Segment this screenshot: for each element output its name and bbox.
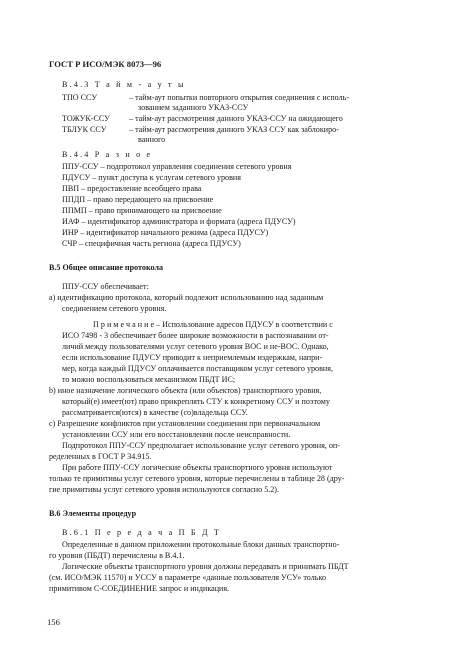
misc-item: ПДУСУ – пункт доступа к услугам сетевого уровня <box>62 173 241 182</box>
term-tozhuk-ssu-def: – тайм-аут рассмотрения данного УКАЗ-ССУ на ожидающего <box>129 114 343 123</box>
term-tpo-ssu-def: – тайм-аут попытки повторного открытия соединения с исполь- <box>129 93 350 102</box>
section-b5-title: B.5 Общее описание протокола <box>49 263 164 272</box>
misc-item: ППДП – право передающего на присвоение <box>62 195 214 204</box>
note-line: мер, когда каждый ПДУСУ оплачивается поставщиком услуг сетевого уровня, <box>62 364 334 373</box>
section-b43-title: B.4.3 Т а й м - а у т ы <box>62 80 186 89</box>
misc-item: ППУ-ССУ – подпротокол управления соединения сетевого уровня <box>62 162 292 171</box>
note-line: то можно воспользоваться механизмом ПБДТ ИС; <box>62 375 236 384</box>
body-line: рассматривается(ются) в качестве (со)владельца ССУ. <box>62 408 248 417</box>
body-line: b) иное назначение логического объекта (или объектов) транспортного уровня, <box>49 386 322 395</box>
term-tpo-ssu: ТПО ССУ <box>62 93 98 102</box>
body-line: Подпротокол ППУ-ССУ предполагает использование услуг сетевого уровня, оп- <box>62 441 340 450</box>
body-line: (см. ИСО/МЭК 11570) и УССУ в параметре «данные пользователя УСУ» только <box>49 573 327 582</box>
body-line: соединением сетевого уровня. <box>62 304 167 313</box>
term-tpo-ssu-def-cont: зованием заданного УКАЗ-ССУ <box>138 103 249 112</box>
note-line: личий между пользователями услуг сетевого уровня ВОС и не-ВОС. Однако, <box>62 342 329 351</box>
misc-item: СЧР – специфичная часть региона (адреса ПДУСУ) <box>62 239 241 248</box>
note-line: П р и м е ч а н и е – Использование адресов ПДУСУ в соответствии с <box>93 320 333 329</box>
body-line: Определенные в данном приложении протокольные блоки данных транспортно- <box>62 540 340 549</box>
misc-item: ИНР – идентификатор начального режима (адреса ПДУСУ) <box>62 228 269 237</box>
body-line: гие примитивы услуг сетевого уровня используются согласно 5.2). <box>49 485 280 494</box>
term-tbluk-ssu: ТБЛУК ССУ <box>62 125 107 134</box>
body-line: который(е) имеет(ют) право прикреплять СТУ к конкретному ССУ и поэтому <box>62 397 330 406</box>
note-line: ИСО 7498 - 3 обеспечивает более широкие возможности в распознавании от- <box>62 331 329 340</box>
term-tozhuk-ssu: ТОЖУК-ССУ <box>62 114 110 123</box>
note-line: если использование ПДУСУ приводит к неприемлемым издержкам, напри- <box>62 353 323 362</box>
section-b6-title: B.6 Элементы процедур <box>49 509 137 518</box>
body-line: установлении ССУ или его восстановлении после неисправности. <box>62 430 291 439</box>
term-tbluk-ssu-def-cont: ванного <box>138 135 166 144</box>
term-tbluk-ssu-def: – тайм-аут рассмотрения данного УКАЗ ССУ как заблокиро- <box>129 125 339 134</box>
misc-item: ППМП – право принимающего на присвоение <box>62 206 222 215</box>
body-line: ППУ-ССУ обеспечивает: <box>62 282 149 291</box>
section-b44-title: B.4.4 Р а з н о е <box>62 150 153 159</box>
body-line: Логические объекты транспортного уровня должны передавать и принимать ПБДТ <box>62 562 349 571</box>
body-line: При работе ППУ-ССУ логические объекты транспортного уровня используют <box>62 463 333 472</box>
body-line: только те примитивы услуг сетевого уровня, которые перечислены в таблице 28 (дру- <box>49 474 345 483</box>
section-b61-title: B.6.1 П е р е д а ч а П Б Д Т <box>62 528 222 537</box>
body-line: c) Разрешение конфликтов при установлении соединения при первоначальном <box>49 419 321 428</box>
body-line: a) идентификацию протокола, который подлежит использованию над заданным <box>49 293 324 302</box>
body-line: примитивом С-СОЕДИНЕНИЕ запрос и индикация. <box>49 584 230 593</box>
misc-item: ИАФ – идентификатор администратора и формата (адреса ПДУСУ) <box>62 217 296 226</box>
body-line: го уровня (ПБДТ) перечислены в B.4.1. <box>49 551 185 560</box>
body-line: ределенных в ГОСТ Р 34.915. <box>49 452 152 461</box>
misc-item: ПВП – предоставление всеобщего права <box>62 184 202 193</box>
running-header: ГОСТ Р ИСО/МЭК 8073—96 <box>49 59 162 69</box>
page-number: 156 <box>47 617 60 627</box>
